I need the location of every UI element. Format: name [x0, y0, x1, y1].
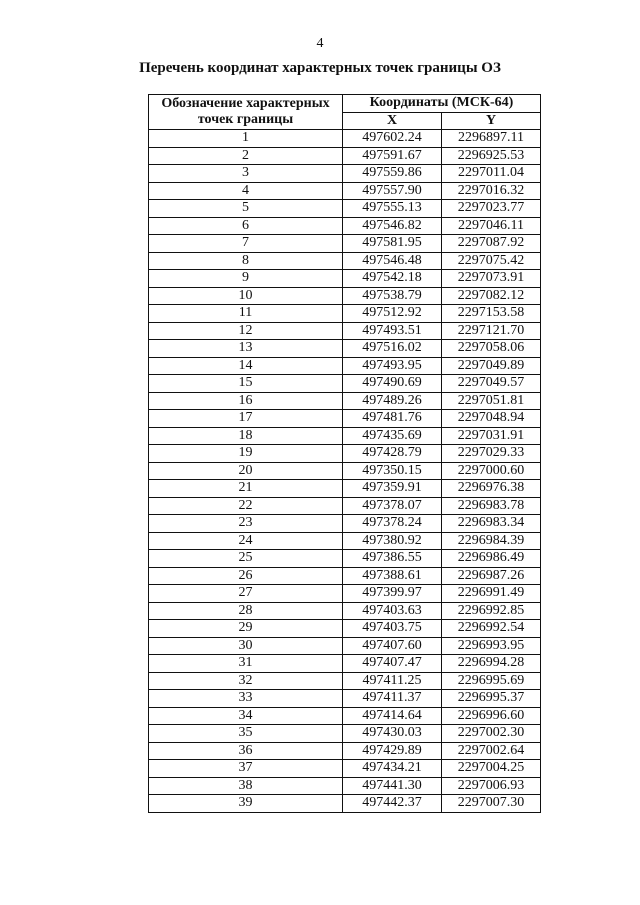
x-coordinate-cell: 497441.30: [343, 777, 442, 795]
table-row: [149, 707, 541, 725]
point-number-cell: 3: [149, 165, 343, 183]
table-row: [149, 760, 541, 778]
point-number-cell: 26: [149, 567, 343, 585]
x-coordinate-cell: 497429.89: [343, 742, 442, 760]
y-coordinate-cell: 2297031.91: [442, 427, 541, 445]
table-row: [149, 182, 541, 200]
table-row: [149, 637, 541, 655]
point-number-cell: 5: [149, 200, 343, 218]
x-coordinate-cell: 497516.02: [343, 340, 442, 358]
y-coordinate-cell: 2297049.57: [442, 375, 541, 393]
table-header: [149, 95, 541, 130]
point-number-cell: 8: [149, 252, 343, 270]
point-number-cell: 39: [149, 795, 343, 813]
point-number-cell: 23: [149, 515, 343, 533]
y-coordinate-cell: 2296984.39: [442, 532, 541, 550]
x-coordinate-cell: 497489.26: [343, 392, 442, 410]
point-number-cell: 24: [149, 532, 343, 550]
y-coordinate-cell: 2296976.38: [442, 480, 541, 498]
x-coordinate-cell: 497403.75: [343, 620, 442, 638]
x-coordinate-cell: 497542.18: [343, 270, 442, 288]
table-row: [149, 602, 541, 620]
x-coordinate-cell: 497435.69: [343, 427, 442, 445]
point-number-cell: 4: [149, 182, 343, 200]
point-number-cell: 29: [149, 620, 343, 638]
x-coordinate-cell: 497359.91: [343, 480, 442, 498]
point-number-cell: 2: [149, 147, 343, 165]
x-coordinate-cell: 497378.07: [343, 497, 442, 515]
y-coordinate-cell: 2297007.30: [442, 795, 541, 813]
y-coordinate-cell: 2297011.04: [442, 165, 541, 183]
point-number-cell: 25: [149, 550, 343, 568]
header-point-designation-line1: Обозначение характерных: [161, 95, 330, 111]
table-row: [149, 777, 541, 795]
table-row: [149, 532, 541, 550]
point-number-cell: 27: [149, 585, 343, 603]
x-coordinate-cell: 497557.90: [343, 182, 442, 200]
table-row: [149, 480, 541, 498]
table-row: [149, 322, 541, 340]
y-coordinate-cell: 2297000.60: [442, 462, 541, 480]
header-row-1: [149, 95, 541, 113]
y-coordinate-cell: 2297002.64: [442, 742, 541, 760]
x-coordinate-cell: 497350.15: [343, 462, 442, 480]
x-coordinate-cell: 497399.97: [343, 585, 442, 603]
table-row: [149, 445, 541, 463]
point-number-cell: 17: [149, 410, 343, 428]
point-number-cell: 19: [149, 445, 343, 463]
table-row: [149, 585, 541, 603]
point-number-cell: 28: [149, 602, 343, 620]
x-coordinate-cell: 497403.63: [343, 602, 442, 620]
y-coordinate-cell: 2296986.49: [442, 550, 541, 568]
point-number-cell: 7: [149, 235, 343, 253]
x-coordinate-cell: 497414.64: [343, 707, 442, 725]
y-coordinate-cell: 2297023.77: [442, 200, 541, 218]
point-number-cell: 34: [149, 707, 343, 725]
x-coordinate-cell: 497481.76: [343, 410, 442, 428]
table-row: [149, 392, 541, 410]
point-number-cell: 15: [149, 375, 343, 393]
table-row: [149, 217, 541, 235]
y-coordinate-cell: 2296992.54: [442, 620, 541, 638]
y-coordinate-cell: 2296987.26: [442, 567, 541, 585]
y-coordinate-cell: 2297051.81: [442, 392, 541, 410]
y-coordinate-cell: 2297121.70: [442, 322, 541, 340]
header-point-designation-line2: точек границы: [197, 112, 294, 127]
y-coordinate-cell: 2296983.78: [442, 497, 541, 515]
point-number-cell: 11: [149, 305, 343, 323]
table-row: [149, 690, 541, 708]
y-coordinate-cell: 2296991.49: [442, 585, 541, 603]
point-number-cell: 33: [149, 690, 343, 708]
table-row: [149, 620, 541, 638]
y-coordinate-cell: 2297075.42: [442, 252, 541, 270]
point-number-cell: 1: [149, 130, 343, 148]
header-coordinates: Координаты (МСК-64): [343, 95, 541, 113]
y-coordinate-cell: 2297004.25: [442, 760, 541, 778]
table-row: [149, 410, 541, 428]
point-number-cell: 30: [149, 637, 343, 655]
y-coordinate-cell: 2296993.95: [442, 637, 541, 655]
x-coordinate-cell: 497386.55: [343, 550, 442, 568]
table-row: [149, 725, 541, 743]
x-coordinate-cell: 497378.24: [343, 515, 442, 533]
table-row: [149, 567, 541, 585]
y-coordinate-cell: 2297073.91: [442, 270, 541, 288]
point-number-cell: 32: [149, 672, 343, 690]
x-coordinate-cell: 497493.51: [343, 322, 442, 340]
table-row: [149, 462, 541, 480]
point-number-cell: 22: [149, 497, 343, 515]
table-row: [149, 672, 541, 690]
document-title: Перечень координат характерных точек границы ОЗ: [139, 60, 501, 76]
point-number-cell: 21: [149, 480, 343, 498]
table-row: [149, 165, 541, 183]
y-coordinate-cell: 2297153.58: [442, 305, 541, 323]
x-coordinate-cell: 497591.67: [343, 147, 442, 165]
x-coordinate-cell: 497546.82: [343, 217, 442, 235]
point-number-cell: 18: [149, 427, 343, 445]
header-y: Y: [442, 112, 541, 130]
table-row: [149, 235, 541, 253]
x-coordinate-cell: 497490.69: [343, 375, 442, 393]
point-number-cell: 10: [149, 287, 343, 305]
table-row: [149, 655, 541, 673]
y-coordinate-cell: 2297046.11: [442, 217, 541, 235]
table-row: [149, 497, 541, 515]
x-coordinate-cell: 497538.79: [343, 287, 442, 305]
point-number-cell: 9: [149, 270, 343, 288]
y-coordinate-cell: 2296983.34: [442, 515, 541, 533]
y-coordinate-cell: 2296994.28: [442, 655, 541, 673]
y-coordinate-cell: 2297082.12: [442, 287, 541, 305]
y-coordinate-cell: 2297016.32: [442, 182, 541, 200]
point-number-cell: 16: [149, 392, 343, 410]
point-number-cell: 31: [149, 655, 343, 673]
y-coordinate-cell: 2297006.93: [442, 777, 541, 795]
coordinates-table: [148, 94, 541, 813]
point-number-cell: 35: [149, 725, 343, 743]
table-row: [149, 550, 541, 568]
point-number-cell: 38: [149, 777, 343, 795]
x-coordinate-cell: 497380.92: [343, 532, 442, 550]
y-coordinate-cell: 2297087.92: [442, 235, 541, 253]
x-coordinate-cell: 497555.13: [343, 200, 442, 218]
x-coordinate-cell: 497493.95: [343, 357, 442, 375]
table-row: [149, 305, 541, 323]
point-number-cell: 20: [149, 462, 343, 480]
point-number-cell: 6: [149, 217, 343, 235]
point-number-cell: 12: [149, 322, 343, 340]
y-coordinate-cell: 2296995.37: [442, 690, 541, 708]
table-row: [149, 200, 541, 218]
header-x: X: [343, 112, 442, 130]
header-point-designation: [149, 95, 343, 130]
table-row: [149, 742, 541, 760]
y-coordinate-cell: 2297058.06: [442, 340, 541, 358]
table-row: [149, 340, 541, 358]
x-coordinate-cell: 497442.37: [343, 795, 442, 813]
x-coordinate-cell: 497602.24: [343, 130, 442, 148]
x-coordinate-cell: 497559.86: [343, 165, 442, 183]
table-row: [149, 795, 541, 813]
point-number-cell: 14: [149, 357, 343, 375]
x-coordinate-cell: 497428.79: [343, 445, 442, 463]
x-coordinate-cell: 497512.92: [343, 305, 442, 323]
x-coordinate-cell: 497411.25: [343, 672, 442, 690]
y-coordinate-cell: 2297048.94: [442, 410, 541, 428]
table-row: [149, 515, 541, 533]
table-row: [149, 147, 541, 165]
y-coordinate-cell: 2296995.69: [442, 672, 541, 690]
point-number-cell: 36: [149, 742, 343, 760]
x-coordinate-cell: 497407.47: [343, 655, 442, 673]
x-coordinate-cell: 497407.60: [343, 637, 442, 655]
y-coordinate-cell: 2297049.89: [442, 357, 541, 375]
table-row: [149, 357, 541, 375]
table-row: [149, 252, 541, 270]
x-coordinate-cell: 497411.37: [343, 690, 442, 708]
table-row: [149, 270, 541, 288]
table-row: [149, 427, 541, 445]
y-coordinate-cell: 2296897.11: [442, 130, 541, 148]
y-coordinate-cell: 2296996.60: [442, 707, 541, 725]
point-number-cell: 13: [149, 340, 343, 358]
table-row: [149, 287, 541, 305]
page-number: 4: [316, 36, 324, 51]
y-coordinate-cell: 2296992.85: [442, 602, 541, 620]
x-coordinate-cell: 497388.61: [343, 567, 442, 585]
x-coordinate-cell: 497430.03: [343, 725, 442, 743]
point-number-cell: 37: [149, 760, 343, 778]
y-coordinate-cell: 2296925.53: [442, 147, 541, 165]
x-coordinate-cell: 497546.48: [343, 252, 442, 270]
y-coordinate-cell: 2297029.33: [442, 445, 541, 463]
x-coordinate-cell: 497434.21: [343, 760, 442, 778]
y-coordinate-cell: 2297002.30: [442, 725, 541, 743]
table-row: [149, 130, 541, 148]
table-body: [149, 130, 541, 813]
x-coordinate-cell: 497581.95: [343, 235, 442, 253]
table-row: [149, 375, 541, 393]
